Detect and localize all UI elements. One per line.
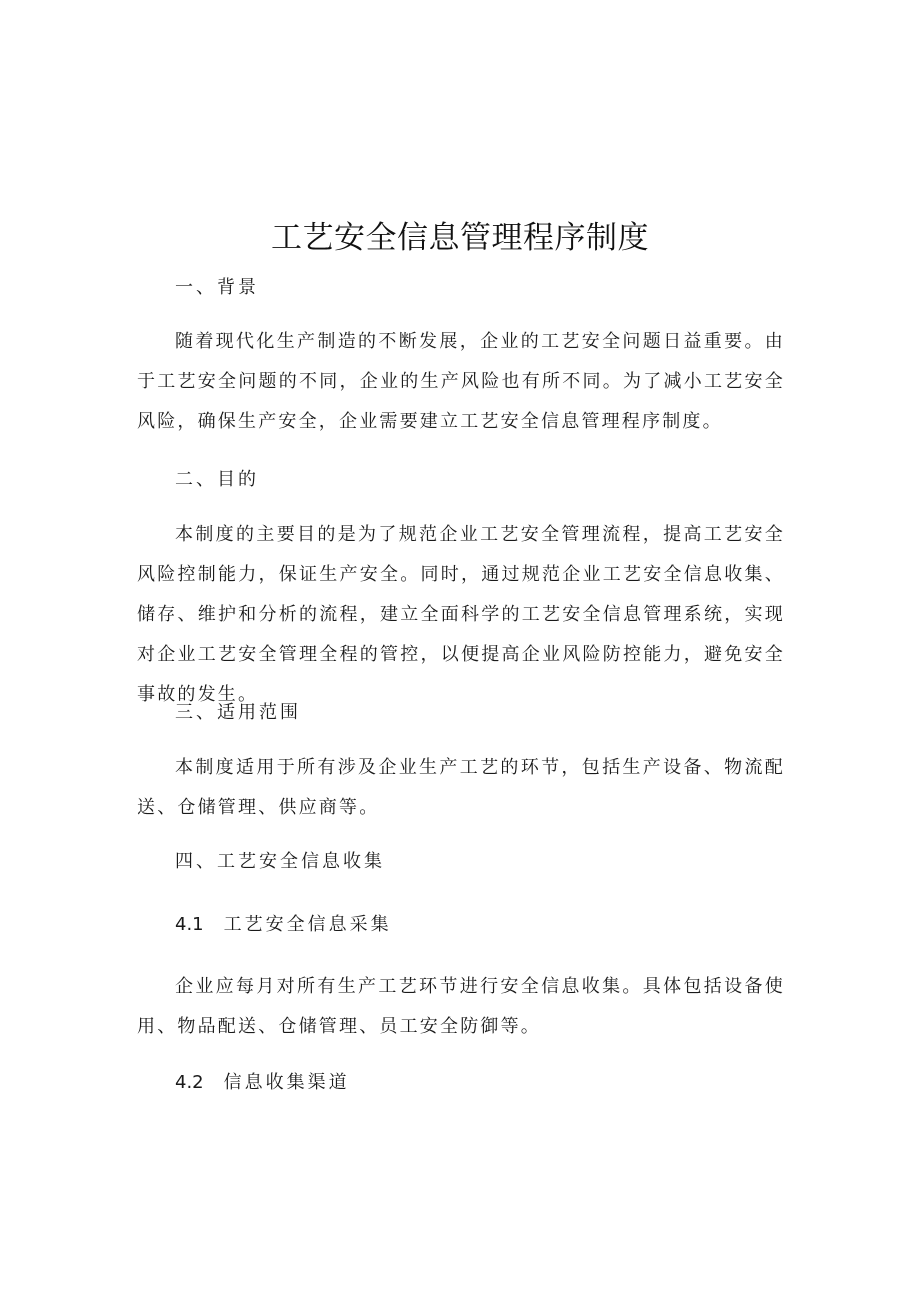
subsection-heading-4-2: [175, 1069, 350, 1097]
subsection-paragraph-4-1: 企业应每月对所有生产工艺环节进行安全信息收集。具体包括设备使用、物品配送、仓储管理、员工安全防御等。: [137, 976, 785, 1037]
subsection-title: 信息收集渠道: [223, 1072, 350, 1093]
section-paragraph-purpose: 本制度的主要目的是为了规范企业工艺安全管理流程，提高工艺安全风险控制能力，保证生产安全。同时，通过规范企业工艺安全信息收集、储存、维护和分析的流程，建立全面科学的工艺安全信息管理系统，实现对企业工艺安全管理全程的管控，以便提高企业风险防控能力，避免安全事故的发生。: [137, 524, 785, 705]
section-paragraph-scope: 本制度适用于所有涉及企业生产工艺的环节，包括生产设备、物流配送、仓储管理、供应商等。: [137, 757, 785, 818]
subsection-number: 4.1: [175, 914, 204, 935]
section-heading-purpose: 二、目的: [175, 469, 259, 490]
document-title: 工艺安全信息管理程序制度: [271, 220, 649, 256]
section-paragraph-background: 随着现代化生产制造的不断发展，企业的工艺安全问题日益重要。由于工艺安全问题的不同，企业的生产风险也有所不同。为了减小工艺安全风险，确保生产安全，企业需要建立工艺安全信息管理程序制度。: [137, 331, 785, 432]
subsection-heading-4-1: [175, 911, 392, 939]
section-heading-background: 一、背景: [175, 277, 259, 298]
subsection-title: 工艺安全信息采集: [223, 914, 392, 935]
section-heading-collection: 四、工艺安全信息收集: [175, 851, 385, 872]
section-heading-scope: 三、适用范围: [175, 702, 301, 723]
subsection-number: 4.2: [175, 1072, 204, 1093]
